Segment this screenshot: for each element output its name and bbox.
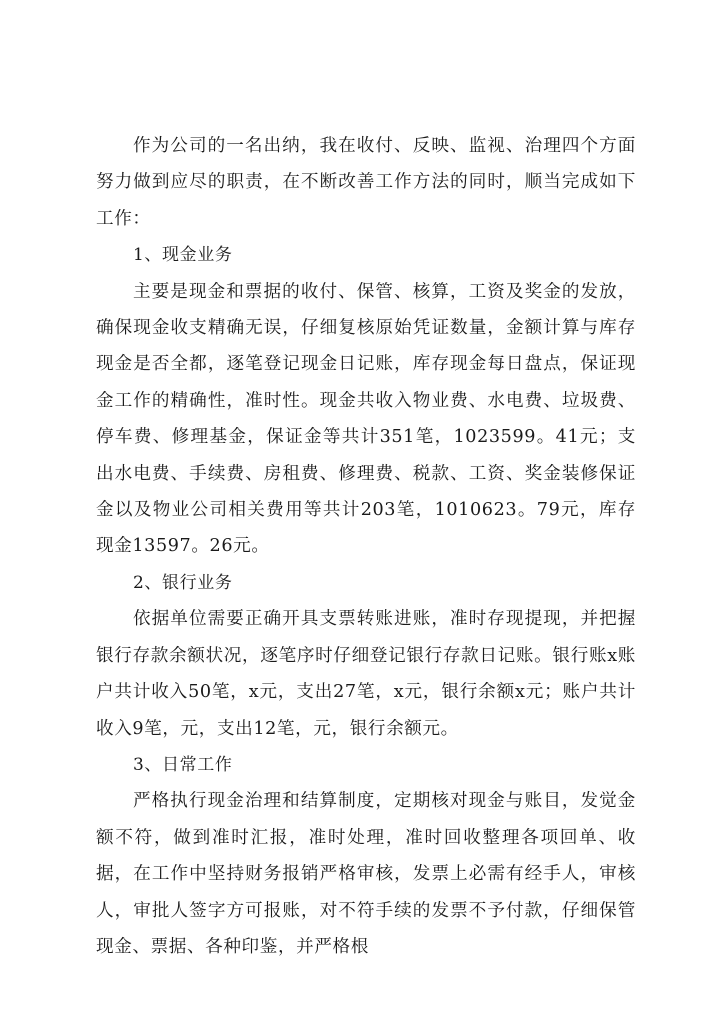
- section-heading-daily: 3、日常工作: [133, 754, 233, 775]
- section-heading-cash: 1、现金业务: [133, 245, 233, 266]
- section-body-daily: 严格执行现金治理和结算制度，定期核对现金与账目，发觉金额不符，做到准时汇报，准时处理，准时回收整理各项回单、收据，在工作中坚持财务报销严格审核，发票上必需有经手人，审核人，审批人签字方可报账，对不符手续的发票不予付款，仔细保管现金、票据、各种印鉴，并严格根: [96, 791, 636, 957]
- document-body: [96, 128, 636, 965]
- section-body-bank: 依据单位需要正确开具支票转账进账，准时存现提现，并把握银行存款余额状况，逐笔序时仔细登记银行存款日记账。银行账x账户共计收入50笔，x元，支出27笔，x元，银行余额x元；账户共计收入9笔，元，支出12笔，元，银行余额元。: [96, 609, 636, 739]
- intro-paragraph: 作为公司的一名出纳，我在收付、反映、监视、治理四个方面努力做到应尽的职责，在不断改善工作方法的同时，顺当完成如下工作：: [96, 136, 636, 229]
- section-heading-bank: 2、银行业务: [133, 572, 233, 593]
- section-body-cash: 主要是现金和票据的收付、保管、核算，工资及奖金的发放，确保现金收支精确无误，仔细复核原始凭证数量，金额计算与库存现金是否全都，逐笔登记现金日记账，库存现金每日盘点，保证现金工作的精确性，准时性。现金共收入物业费、水电费、垃圾费、停车费、修理基金，保证金等共计351笔，1023599。41元；支出水电费、手续费、房租费、修理费、税款、工资、奖金装修保证金以及物业公司相关费用等共计203笔，1010623。79元，库存现金13597。26元。: [96, 281, 636, 557]
